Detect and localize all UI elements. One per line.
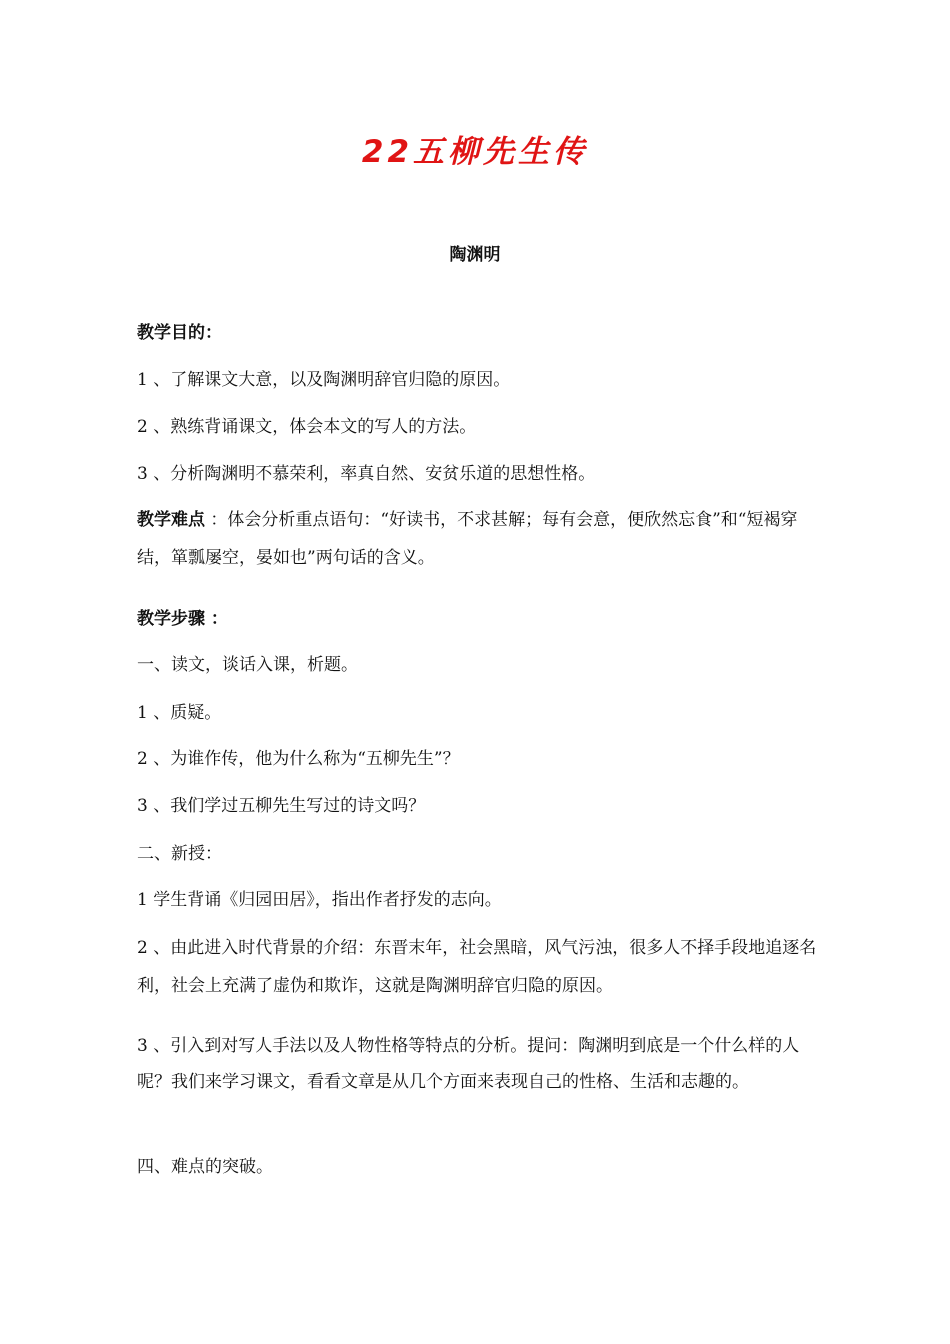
steps-heading: 教学步骤 bbox=[137, 609, 205, 629]
author-name: 陶渊明 bbox=[449, 245, 501, 265]
step-part-2: 二、新授： bbox=[137, 844, 222, 864]
steps-heading-colon: ： bbox=[205, 609, 228, 629]
step-part-2-item-2: 2 、由此进入时代背景的介绍：东晋末年，社会黑暗，风气污浊，很多人不择手段地追逐名利，社会上充满了虚伪和欺诈，这就是陶渊明辞官归隐的原因。 bbox=[137, 938, 817, 996]
objective-item-2: 2 、熟练背诵课文，体会本文的写人的方法。 bbox=[137, 417, 477, 437]
step-part-1-item-3: 3 、我们学过五柳先生写过的诗文吗？ bbox=[137, 796, 426, 816]
objective-item-3: 3 、分析陶渊明不慕荣利，率真自然、安贫乐道的思想性格。 bbox=[137, 464, 596, 484]
step-part-1-item-2: 2 、为谁作传，他为什么称为“五柳先生”？ bbox=[137, 749, 460, 769]
step-part-1: 一、读文，谈话入课，析题。 bbox=[137, 655, 358, 675]
steps-heading-line bbox=[137, 606, 837, 632]
difficulty-paragraph bbox=[137, 501, 829, 577]
difficulty-label: 教学难点 bbox=[137, 510, 205, 530]
objective-item-1: 1 、了解课文大意，以及陶渊明辞官归隐的原因。 bbox=[137, 370, 511, 390]
step-part-4: 四、难点的突破。 bbox=[137, 1157, 273, 1177]
difficulty-text: ：体会分析重点语句：“好读书，不求甚解；每有会意，便欣然忘食”和“短褐穿结，箪瓢屡空，晏如也”两句话的含义。 bbox=[137, 510, 798, 568]
step-part-1-item-1: 1 、质疑。 bbox=[137, 703, 222, 723]
objectives-heading: 教学目的： bbox=[137, 323, 222, 343]
step-part-2-item-3: 3 、引入到对写人手法以及人物性格等特点的分析。提问：陶渊明到底是一个什么样的人呢？我们来学习课文，看看文章是从几个方面来表现自己的性格、生活和志趣的。 bbox=[137, 1036, 800, 1092]
document-title: 22五柳先生传 bbox=[361, 134, 589, 170]
step-part-2-item-1: 1 学生背诵《归园田居》，指出作者抒发的志向。 bbox=[137, 890, 502, 910]
